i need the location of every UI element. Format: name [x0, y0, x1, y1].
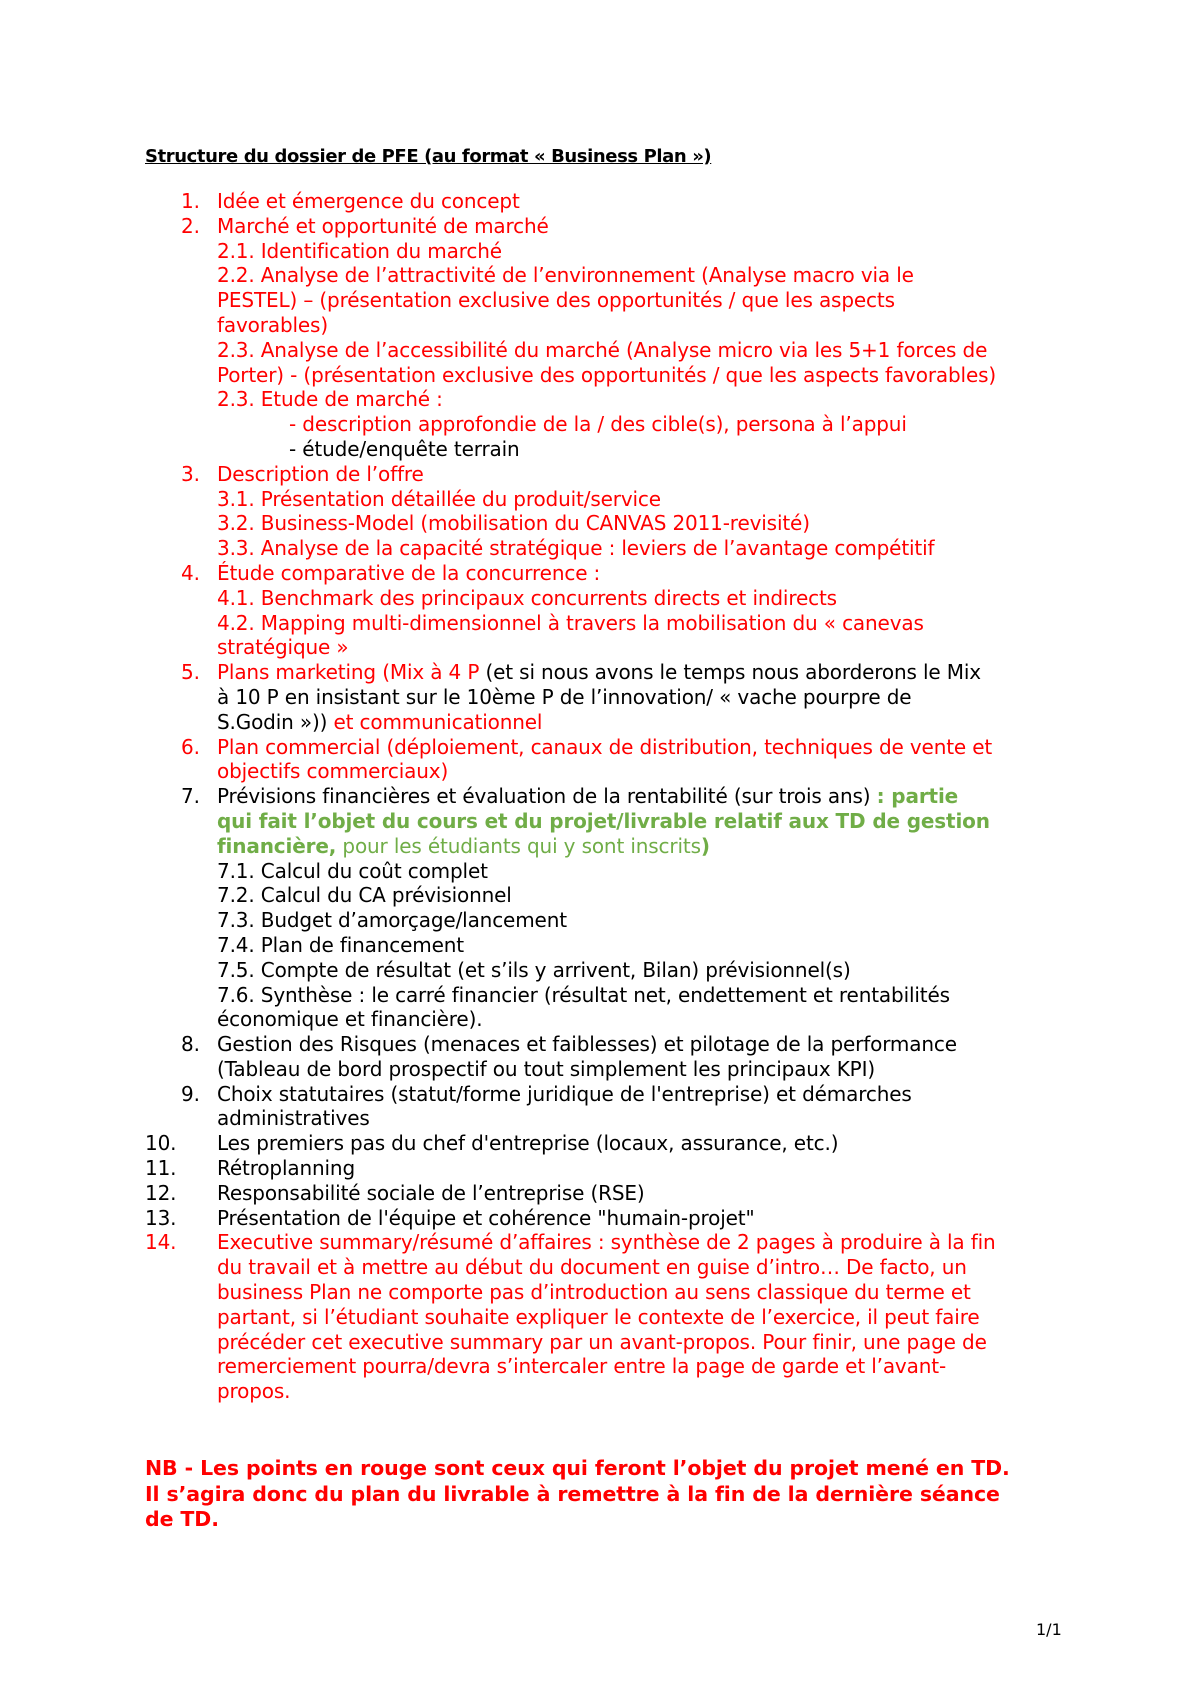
sub-item: favorables): [217, 312, 328, 337]
item-text: Gestion des Risques (menaces et faiblesses) et pilotage de la performance: [217, 1032, 957, 1057]
item-text: Marché et opportunité de marché: [217, 213, 549, 238]
item-text: Plan commercial (déploiement, canaux de distribution, techniques de vente et: [217, 734, 993, 759]
list-item-12: [145, 1181, 1075, 1206]
page-number: 1/1: [1036, 1620, 1062, 1639]
list-item-4: [145, 561, 1075, 586]
continuation-line: (Tableau de bord prospectif ou tout simplement les principaux KPI): [217, 1056, 875, 1081]
list-item-3: [145, 462, 1075, 487]
sub-item: 3.2. Business-Model (mobilisation du CANVAS 2011-revisité): [217, 511, 810, 536]
sub-item: 4.2. Mapping multi-dimensionnel à travers la mobilisation du « canevas: [217, 610, 924, 635]
list-item-1: [145, 189, 1075, 214]
sub-item: PESTEL) – (présentation exclusive des opportunités / que les aspects: [217, 288, 895, 313]
item-text: Plans marketing (Mix à 4 P: [217, 660, 486, 685]
outline-list: [145, 189, 1075, 1404]
item-text-highlight: : partie: [876, 784, 959, 809]
item-number: 14.: [145, 1230, 177, 1255]
sub-item: 7.1. Calcul du coût complet: [217, 858, 488, 883]
sub-item: 7.6. Synthèse : le carré financier (résultat net, endettement et rentabilités: [217, 982, 950, 1007]
list-item-11: [145, 1156, 1075, 1181]
item-text-aside: (et si nous avons le temps nous aborderons le Mix: [485, 660, 981, 685]
sub-item: 7.4. Plan de financement: [217, 932, 464, 957]
continuation-line: précéder cet executive summary par un avant-propos. Pour finir, une page de: [217, 1329, 987, 1354]
nb-note: [145, 1456, 1075, 1533]
sub-item: 2.3. Etude de marché :: [217, 387, 443, 412]
item-number: 3.: [181, 461, 200, 486]
sub-sub-item: - description approfondie de la / des cible(s), persona à l’appui: [289, 412, 907, 437]
sub-item: 2.3. Analyse de l’accessibilité du marché (Analyse micro via les 5+1 forces de: [217, 337, 988, 362]
list-item-2: [145, 214, 1075, 239]
item-text: Rétroplanning: [217, 1156, 356, 1181]
nb-line: de TD.: [145, 1507, 219, 1531]
sub-item: stratégique »: [217, 635, 349, 660]
sub-item: 4.1. Benchmark des principaux concurrents directs et indirects: [217, 585, 837, 610]
sub-item: 3.1. Présentation détaillée du produit/service: [217, 486, 661, 511]
continuation-line: remerciement pourra/devra s’intercaler entre la page de garde et l’avant-: [217, 1354, 947, 1379]
item-number: 1.: [181, 189, 200, 213]
list-item-8: [145, 1032, 1075, 1057]
nb-line: Il s’agira donc du plan du livrable à remettre à la fin de la dernière séance: [145, 1481, 1000, 1506]
item-number: 12.: [145, 1180, 177, 1205]
list-item-9: [145, 1082, 1075, 1107]
continuation-line: qui fait l’objet du cours et du projet/livrable relatif aux TD de gestion: [217, 808, 990, 833]
item-text: Description de l’offre: [217, 461, 424, 486]
sub-item: 7.3. Budget d’amorçage/lancement: [217, 908, 567, 933]
continuation-line: à 10 P en insistant sur le 10ème P de l’innovation/ « vache pourpre de: [217, 684, 912, 709]
continuation-line: objectifs commerciaux): [217, 759, 449, 784]
list-item-6: [145, 735, 1075, 760]
item-number: 10.: [145, 1131, 177, 1156]
item-text: Choix statutaires (statut/forme juridique de l'entreprise) et démarches: [217, 1081, 912, 1106]
item-number: 9.: [181, 1081, 200, 1106]
item-text: Idée et émergence du concept: [217, 189, 520, 213]
sub-sub-item: - étude/enquête terrain: [289, 436, 520, 461]
item-text: Executive summary/résumé d’affaires : synthèse de 2 pages à produire à la fin: [217, 1230, 996, 1255]
sub-item: 2.1. Identification du marché: [217, 238, 502, 263]
list-item-13: [145, 1206, 1075, 1231]
sub-item: 2.2. Analyse de l’attractivité de l’environnement (Analyse macro via le: [217, 263, 914, 288]
continuation-line: business Plan ne comporte pas d’introduction au sens classique du terme et: [217, 1280, 971, 1305]
item-number: 6.: [181, 734, 200, 759]
item-text: Les premiers pas du chef d'entreprise (locaux, assurance, etc.): [217, 1131, 839, 1156]
nb-line: NB - Les points en rouge sont ceux qui feront l’objet du projet mené en TD.: [145, 1456, 1010, 1480]
item-text: Prévisions financières et évaluation de la rentabilité (sur trois ans): [217, 784, 877, 809]
sub-item: 7.2. Calcul du CA prévisionnel: [217, 883, 512, 908]
sub-item: Porter) - (présentation exclusive des opportunités / que les aspects favorables): [217, 362, 997, 387]
sub-item: 3.3. Analyse de la capacité stratégique : leviers de l’avantage compétitif: [217, 536, 935, 561]
item-number: 5.: [181, 660, 200, 685]
list-item-14: [145, 1230, 1075, 1255]
item-text: Responsabilité sociale de l’entreprise (RSE): [217, 1180, 645, 1205]
item-text: Présentation de l'équipe et cohérence "humain-projet": [217, 1205, 755, 1230]
item-number: 4.: [181, 560, 200, 585]
continuation-line: S.Godin »)) et communicationnel: [217, 709, 543, 734]
item-number: 11.: [145, 1156, 177, 1181]
continuation-line: propos.: [217, 1379, 291, 1404]
item-number: 7.: [181, 784, 200, 809]
item-number: 2.: [181, 213, 200, 238]
continuation-line: administratives: [217, 1106, 370, 1131]
item-number: 13.: [145, 1205, 177, 1230]
list-item-5: [145, 660, 1075, 685]
item-number: 8.: [181, 1032, 200, 1057]
continuation-line: financière, pour les étudiants qui y sont inscrits): [217, 833, 710, 858]
continuation-line: du travail et à mettre au début du document en guise d’intro… De facto, un: [217, 1255, 967, 1280]
list-item-10: [145, 1131, 1075, 1156]
item-text: Étude comparative de la concurrence :: [217, 560, 601, 585]
list-item-7: [145, 784, 1075, 809]
sub-item: 7.5. Compte de résultat (et s’ils y arrivent, Bilan) prévisionnel(s): [217, 957, 851, 982]
sub-item: économique et financière).: [217, 1007, 483, 1032]
continuation-line: partant, si l’étudiant souhaite expliquer le contexte de l’exercice, il peut faire: [217, 1304, 980, 1329]
document-title: Structure du dossier de PFE (au format « Business Plan »): [145, 146, 712, 167]
